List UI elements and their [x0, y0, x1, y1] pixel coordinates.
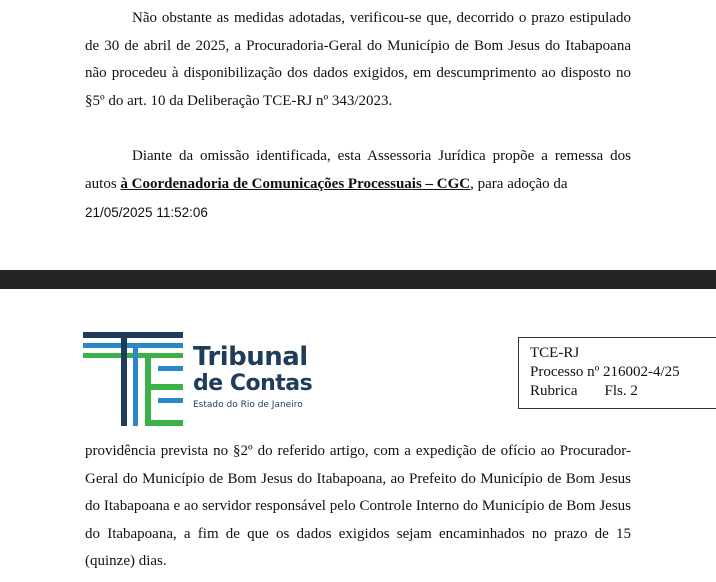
paragraph-deadline-missed: Não obstante as medidas adotadas, verificou-se que, decorrido o prazo estipulado de 30 de abril de 2025, a Procuradoria-Geral do Município de Bom Jesus do Itabapoana não procedeu à disponibilização dos dados exigidos, em descumprimento ao disposto no §5º do art. 10 da Deliberação TCE-RJ nº 343/2023. [85, 10, 631, 109]
referral-destination: à Coordenadoria de Comunicações Processuais – CGC [120, 175, 471, 192]
stamp-org: TCE-RJ [530, 345, 580, 361]
logo-subtitle: Estado do Rio de Janeiro [193, 400, 303, 410]
signature-timestamp: 21/05/2025 11:52:06 [85, 205, 208, 220]
logo-title-line2: de Contas [193, 371, 313, 396]
stamp-rubrica-row [530, 382, 716, 401]
logo-e-blue-lower [158, 398, 183, 403]
logo-e-green [145, 353, 183, 426]
paragraph-providence: providência prevista no §2º do referido artigo, com a expedição de ofício ao Procurador-Geral do Município de Bom Jesus do Itabapoana, ao Prefeito do Município de Bom Jesus do Itabapoana e ao servidor responsável pelo Controle Interno do Município de Bom Jesus do Itabapoana, a fim de que os dados exigidos sejam encaminhados no prazo de 15 (quinze) dias. [85, 443, 631, 569]
referral-text-after: , para adoção da [470, 175, 568, 192]
page-divider [0, 270, 716, 289]
referral-text-before: Diante da omissão identificada, esta Assessoria Jurídica propõe a remessa dos autos [85, 148, 631, 192]
logo-stem-blue [133, 343, 138, 426]
logo-title-line1: Tribunal [193, 342, 308, 372]
process-stamp-box [518, 337, 716, 409]
stamp-fls: Fls. 2 [604, 383, 638, 399]
stamp-processo: Processo nº 216002-4/25 [530, 364, 680, 380]
logo-stem-navy [121, 332, 127, 426]
paragraph-referral [85, 143, 631, 198]
logo-e-blue [158, 366, 183, 371]
stamp-rubrica: Rubrica [530, 383, 578, 399]
tce-logo-icon [83, 332, 187, 428]
logo-bar-navy [83, 332, 183, 338]
